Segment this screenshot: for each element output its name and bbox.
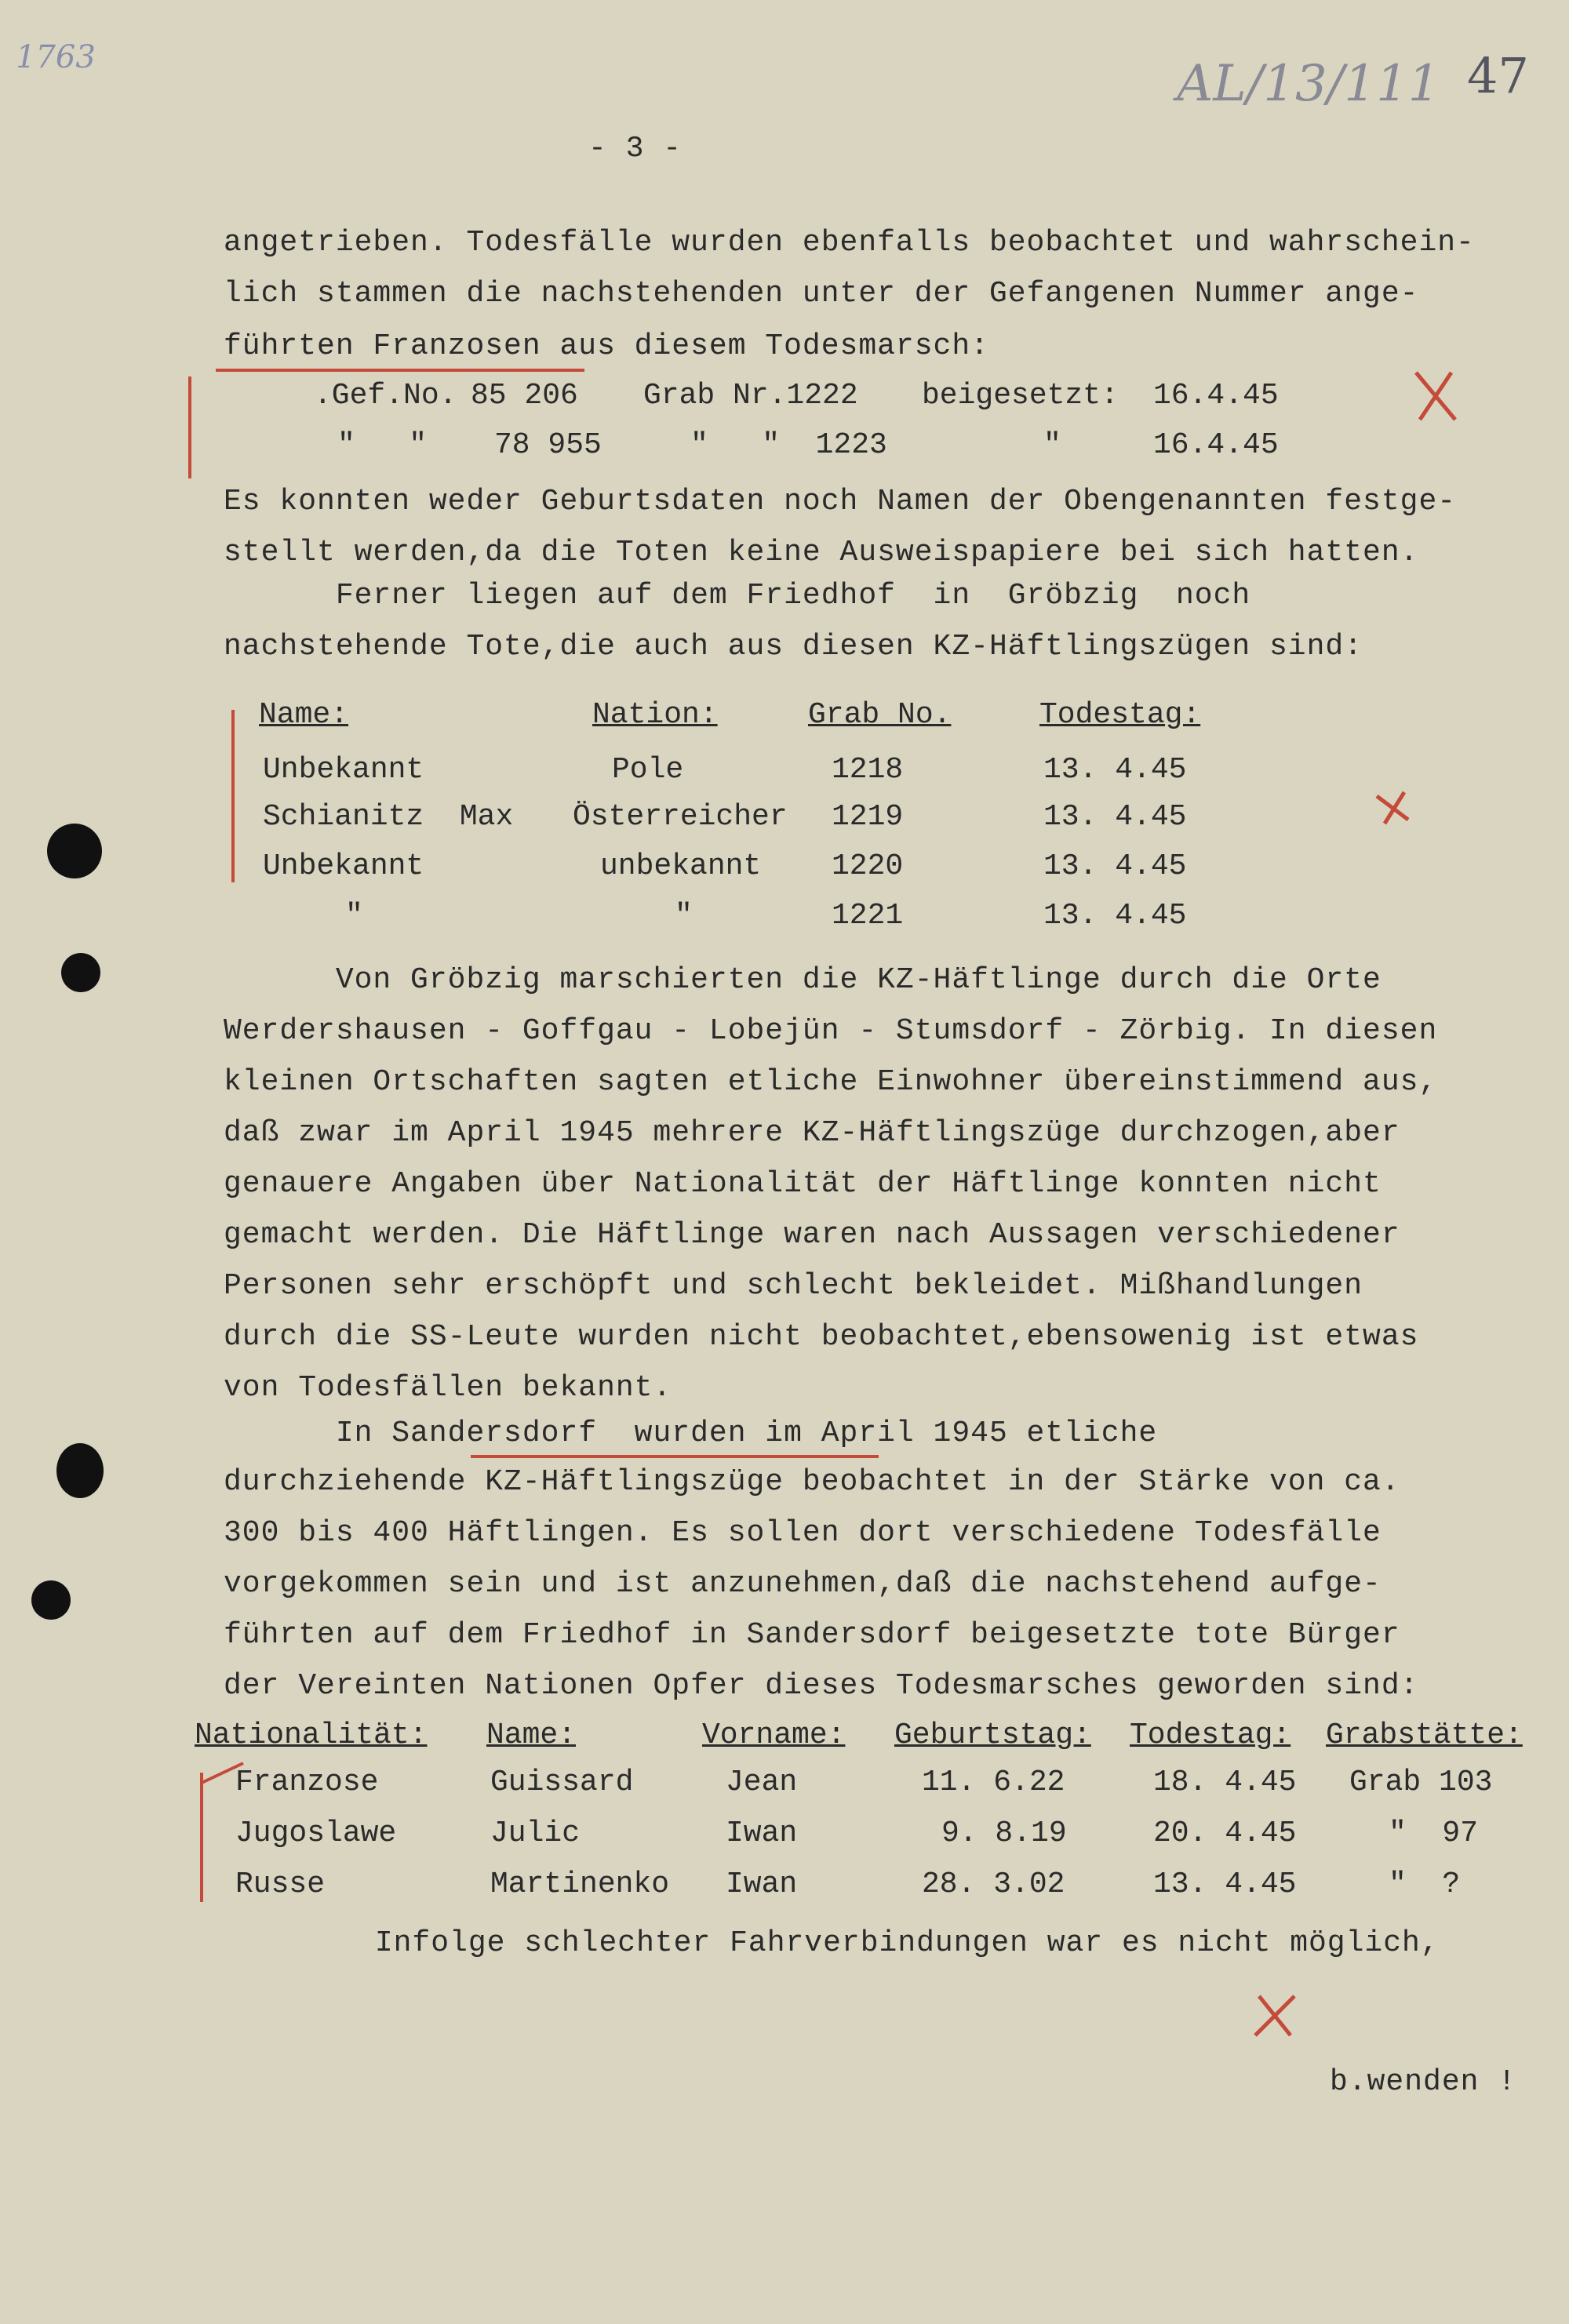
table2-cell: Guissard xyxy=(490,1766,634,1799)
table2-header: Todestag: xyxy=(1130,1718,1291,1752)
handwritten-archive-ref: AL/13/111 xyxy=(1177,55,1440,113)
red-margin-line xyxy=(231,710,235,882)
page-marker: - 3 - xyxy=(588,132,683,165)
handwritten-top-left: 1763 xyxy=(16,39,96,75)
table1-header: Grab No. xyxy=(808,698,952,732)
table2-cell: Jugoslawe xyxy=(235,1817,397,1850)
paragraph-line: lich stammen die nachstehenden unter der Gefangenen Nummer ange- xyxy=(224,277,1419,311)
table2-cell: Jean xyxy=(726,1766,798,1799)
table1-header: Nation: xyxy=(592,698,718,732)
paragraph-line: Infolge schlechter Fahrverbindungen war es nicht möglich, xyxy=(263,1926,1440,1960)
table2-cell: " ? xyxy=(1389,1868,1461,1901)
red-x-mark xyxy=(1247,1988,1302,2043)
paragraph-line: durchziehende KZ-Häftlingszüge beobachtet in der Stärke von ca. xyxy=(224,1465,1400,1499)
table2-header: Vorname: xyxy=(702,1718,846,1752)
paragraph-line: kleinen Ortschaften sagten etliche Einwohner übereinstimmend aus, xyxy=(224,1065,1438,1099)
table1-cell: " xyxy=(345,899,363,933)
table1-header: Name: xyxy=(259,698,349,732)
prisoner-date: 16.4.45 xyxy=(1153,379,1279,413)
paragraph-line: daß zwar im April 1945 mehrere KZ-Häftlingszüge durchzogen,aber xyxy=(224,1116,1400,1150)
paragraph-line: Von Gröbzig marschierten die KZ-Häftlinge durch die Orte xyxy=(224,963,1382,997)
paragraph-line: von Todesfällen bekannt. xyxy=(224,1371,672,1405)
table1-cell: 1220 xyxy=(832,849,904,883)
red-x-mark xyxy=(1412,369,1459,424)
paragraph-line: Werdershausen - Goffgau - Lobejün - Stumsdorf - Zörbig. In diesen xyxy=(224,1014,1438,1048)
prisoner-number: 85 206 xyxy=(471,379,578,413)
paragraph-line: durch die SS-Leute wurden nicht beobachtet,ebensowenig ist etwas xyxy=(224,1320,1419,1354)
table1-cell: Österreicher xyxy=(573,800,788,834)
red-margin-line xyxy=(200,1773,203,1902)
paragraph-line: stellt werden,da die Toten keine Ausweispapiere bei sich hatten. xyxy=(224,536,1419,569)
table1-cell: Schianitz Max xyxy=(263,800,514,834)
red-underline xyxy=(216,369,584,372)
table2-cell: 11. 6.22 xyxy=(922,1766,1065,1799)
paragraph-line: Ferner liegen auf dem Friedhof in Gröbzig noch xyxy=(224,579,1251,613)
table1-cell: Unbekannt xyxy=(263,849,424,883)
punch-hole xyxy=(31,1580,71,1620)
punch-hole xyxy=(61,953,100,992)
paragraph-line: gemacht werden. Die Häftlinge waren nach Aussagen verschiedener xyxy=(224,1218,1400,1252)
prisoner-label: " " xyxy=(337,428,428,462)
table2-cell: Russe xyxy=(235,1868,326,1901)
table2-cell: Iwan xyxy=(726,1868,798,1901)
paragraph-line: angetrieben. Todesfälle wurden ebenfalls beobachtet und wahrschein- xyxy=(224,226,1475,260)
paragraph-line: In Sandersdorf wurden im April 1945 etliche xyxy=(224,1417,1158,1450)
table1-header: Todestag: xyxy=(1039,698,1201,732)
paragraph-line: der Vereinten Nationen Opfer dieses Todesmarsches geworden sind: xyxy=(224,1669,1419,1703)
table1-cell: 1218 xyxy=(832,753,904,787)
punch-hole xyxy=(56,1443,104,1498)
table2-cell: 20. 4.45 xyxy=(1153,1817,1297,1850)
red-x-mark xyxy=(1373,788,1412,827)
paragraph-line: nachstehende Tote,die auch aus diesen KZ-Häftlingszügen sind: xyxy=(224,630,1363,664)
table2-cell: Iwan xyxy=(726,1817,798,1850)
table2-cell: 18. 4.45 xyxy=(1153,1766,1297,1799)
prisoner-grave: Grab Nr.1222 xyxy=(643,379,858,413)
table1-cell: Unbekannt xyxy=(263,753,424,787)
prisoner-label: .Gef.No. xyxy=(314,379,457,413)
table2-cell: Franzose xyxy=(235,1766,379,1799)
table2-cell: Martinenko xyxy=(490,1868,670,1901)
paragraph-line: führten auf dem Friedhof in Sandersdorf beigesetzte tote Bürger xyxy=(224,1618,1400,1652)
table2-header: Nationalität: xyxy=(195,1718,428,1752)
prisoner-number: 78 955 xyxy=(494,428,602,462)
table2-cell: 28. 3.02 xyxy=(922,1868,1065,1901)
paragraph-line: genauere Angaben über Nationalität der Häftlinge konnten nicht xyxy=(224,1167,1382,1201)
turn-page-note: b.wenden ! xyxy=(1330,2065,1517,2099)
table2-header: Name: xyxy=(486,1718,577,1752)
handwritten-page-number: 47 xyxy=(1467,47,1529,104)
table1-cell: 1219 xyxy=(832,800,904,834)
paragraph-line: Personen sehr erschöpft und schlecht bekleidet. Mißhandlungen xyxy=(224,1269,1363,1303)
table2-cell: 9. 8.19 xyxy=(941,1817,1067,1850)
table1-cell: 13. 4.45 xyxy=(1043,753,1187,787)
paragraph-line: 300 bis 400 Häftlingen. Es sollen dort verschiedene Todesfälle xyxy=(224,1516,1382,1550)
table1-cell: 13. 4.45 xyxy=(1043,849,1187,883)
paragraph-line: vorgekommen sein und ist anzunehmen,daß die nachstehend aufge- xyxy=(224,1567,1382,1601)
table2-header: Geburtstag: xyxy=(894,1718,1091,1752)
red-underline xyxy=(471,1455,879,1458)
red-margin-line xyxy=(188,376,191,478)
paragraph-line: führten Franzosen aus diesem Todesmarsch: xyxy=(224,329,989,363)
punch-hole xyxy=(47,824,102,878)
table2-cell: Grab 103 xyxy=(1349,1766,1493,1799)
prisoner-status: " xyxy=(1043,428,1061,462)
table2-cell: " 97 xyxy=(1389,1817,1479,1850)
table1-cell: Pole xyxy=(612,753,684,787)
table1-cell: 13. 4.45 xyxy=(1043,800,1187,834)
prisoner-grave: " " 1223 xyxy=(690,428,887,462)
table2-cell: Julic xyxy=(490,1817,581,1850)
table1-cell: " xyxy=(675,899,693,933)
prisoner-status: beigesetzt: xyxy=(922,379,1119,413)
table1-cell: 1221 xyxy=(832,899,904,933)
prisoner-date: 16.4.45 xyxy=(1153,428,1279,462)
table1-cell: 13. 4.45 xyxy=(1043,899,1187,933)
table1-cell: unbekannt xyxy=(600,849,762,883)
table2-cell: 13. 4.45 xyxy=(1153,1868,1297,1901)
paragraph-line: Es konnten weder Geburtsdaten noch Namen der Obengenannten festge- xyxy=(224,485,1457,518)
table2-header: Grabstätte: xyxy=(1326,1718,1523,1752)
